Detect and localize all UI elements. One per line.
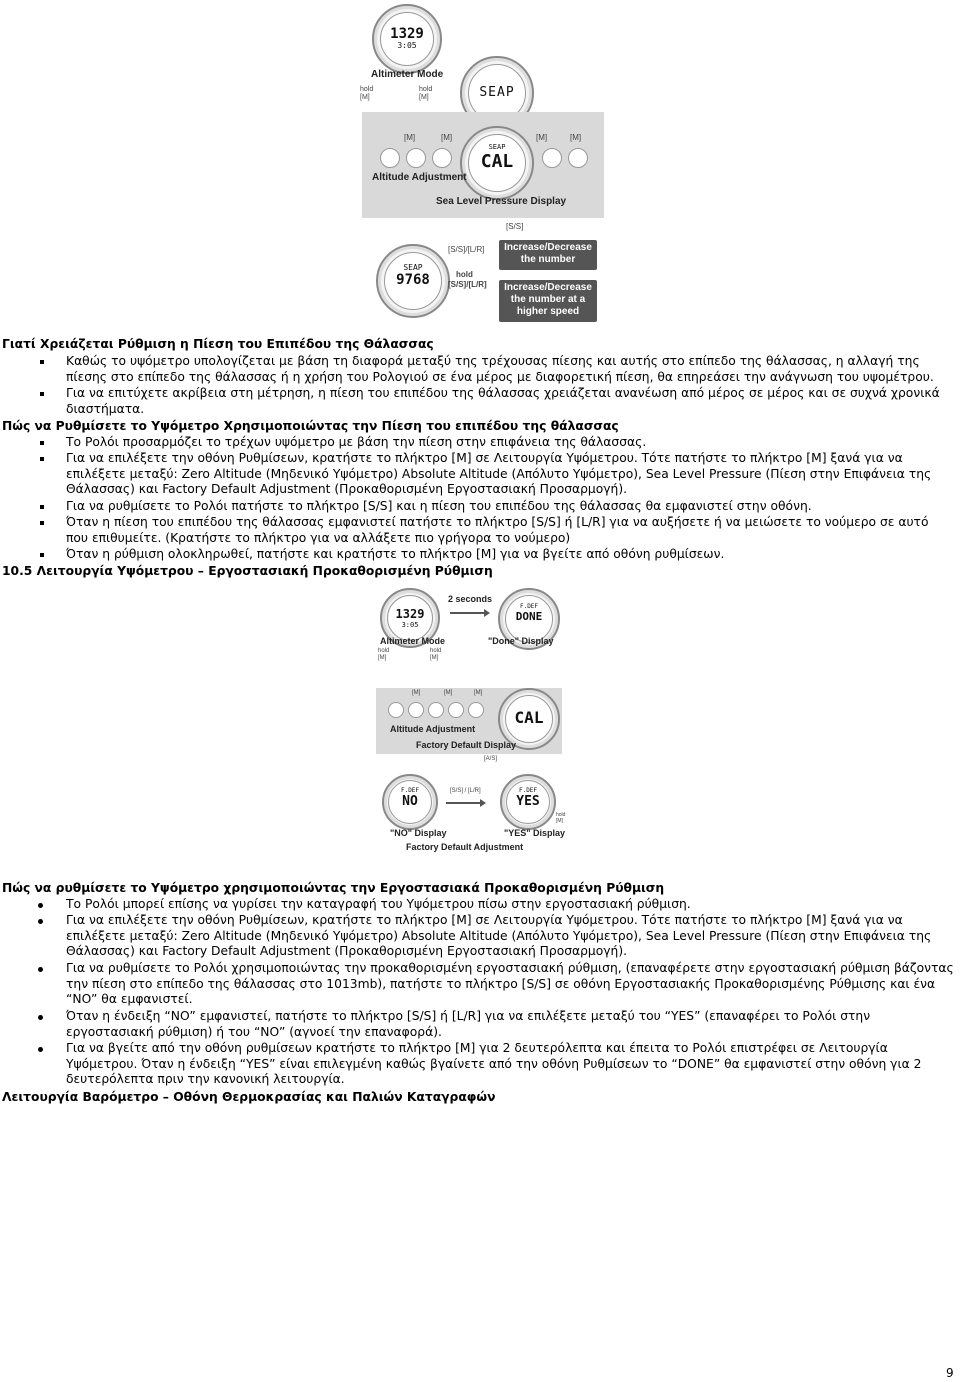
watch-button-icon xyxy=(406,148,426,168)
increase-decrease-fast-box: Increase/Decrease the number at a higher speed xyxy=(499,280,597,322)
bullet-icon xyxy=(40,505,44,509)
watch-button-icon xyxy=(542,148,562,168)
altitude-adjustment-label: Altitude Adjustment xyxy=(390,724,476,734)
bullet-icon xyxy=(38,967,43,972)
two-seconds-label: 2 seconds xyxy=(448,594,493,604)
watch-no xyxy=(382,774,438,830)
ss-lr-label: [S/S] / [L/R] xyxy=(450,788,481,794)
watch-top-small: 3:05 xyxy=(397,41,417,50)
section-heading: Πώς να Ρυθμίσετε το Υψόμετρο Χρησιμοποιώντας την Πίεση του επιπέδου της θάλασσας xyxy=(2,419,619,433)
bullet-icon xyxy=(40,360,44,364)
watch-top-small: 3:05 xyxy=(401,621,419,629)
done-text: DONE xyxy=(515,610,543,623)
bullet-text: Για να επιτύχετε ακρίβεια στη μέτρηση, η πίεση του επιπέδου της θάλασσας χρειάζεται ανανέωση από μέρος σε μέρος και σε συχνά χρονικά διαστήματα. xyxy=(66,386,940,416)
page-number: 9 xyxy=(946,1366,954,1380)
section-heading: Γιατί Χρειάζεται Ρύθμιση η Πίεση του Επιπέδου της Θάλασσας xyxy=(2,337,434,351)
section-heading: 10.5 Λειτουργία Υψόμετρου – Εργοστασιακή Προκαθορισμένη Ρύθμιση xyxy=(2,564,493,578)
hold-m-label: [M] xyxy=(556,818,563,824)
yes-text: YES xyxy=(516,794,540,809)
watch-altimeter xyxy=(372,4,442,74)
m-label: [M] xyxy=(536,133,548,142)
bullet-text: Όταν η ένδειξη “NO” εμφανιστεί, πατήστε το πλήκτρο [S/S] ή [L/R] για να επιλέξετε μεταξύ του “YES” (επαναφέρει το Ρολόι στην εργοστασιακή ρύθμιση) ή του “NO” (αγνοεί την επαναφορά). xyxy=(66,1009,871,1039)
watch-top-big: 1329 xyxy=(390,26,424,42)
bullet-icon xyxy=(40,392,44,396)
bullet-icon xyxy=(38,1015,43,1020)
bullet-icon xyxy=(40,457,44,461)
altitude-adjustment-label: Altitude Adjustment xyxy=(372,172,467,183)
hold-label: hold xyxy=(556,812,566,818)
cal-text: CAL xyxy=(480,151,514,172)
watch-button-icon xyxy=(568,148,588,168)
bullet-text: Όταν η ρύθμιση ολοκληρωθεί, πατήστε και κρατήστε το πλήκτρο [M] για να βγείτε από οθόνη ρυθμίσεων. xyxy=(66,547,725,561)
watch-cal xyxy=(460,126,534,200)
seap-bottom-top: SEAP xyxy=(403,263,423,272)
watch-button-icon xyxy=(468,702,484,718)
sea-level-pressure-display-label: Sea Level Pressure Display xyxy=(436,196,567,207)
bullet-text: Για να επιλέξετε την οθόνη Ρυθμίσεων, κρατήστε το πλήκτρο [M] σε Λειτουργία Υψόμετρου. Τότε πατήστε το πλήκτρο [M] ξανά για να επιλέξετε μεταξύ: Zero Altitude (Μηδενικό Υψόμετρο) Absolute Altitude (Απόλυτο Υψόμετρο), Sea Level Pressure (Πίεση στην Επιφάνεια της Θάλασσας) και Factory Default Adjustment (Προκαθορισμένη Εργοστασιακή Προσαρμογή). xyxy=(66,451,932,496)
hold-m-label: [M] xyxy=(419,94,429,101)
bullet-icon xyxy=(40,521,44,525)
arrow-icon xyxy=(450,608,490,618)
bullet-icon xyxy=(40,553,44,557)
watch-button-icon xyxy=(432,148,452,168)
m-label: [M] xyxy=(570,133,582,142)
seap-title: SEAP xyxy=(479,85,515,100)
bullet-text: Για να επιλέξετε την οθόνη Ρυθμίσεων, κρατήστε το πλήκτρο [M] σε Λειτουργία Υψόμετρου. Τότε πατήστε το πλήκτρο [M] ξανά για να επιλέξετε μεταξύ: Zero Altitude (Μηδενικό Υψόμετρο) Absolute Altitude (Απόλυτο Υψόμετρο), Sea Level Pressure (Πίεση στην Επιφάνεια της Θάλασσας) και Factory Default Adjustment (Προκαθορισμένη Εργοστασιακή Προσαρμογή). xyxy=(66,913,932,958)
hold-label: hold xyxy=(360,86,374,93)
section-heading: Πώς να ρυθμίσετε το Υψόμετρο χρησιμοποιώντας την Εργοστασιακά Προκαθορισμένη Ρύθμιση xyxy=(2,881,665,895)
figure-factory-default xyxy=(370,584,570,856)
hold-label: hold xyxy=(419,86,433,93)
hold-label: hold xyxy=(456,270,473,279)
increase-decrease-box: Increase/Decrease the number xyxy=(499,240,597,270)
ss-lr-label: [S/S]/[L/R] xyxy=(448,245,485,254)
fdef-top: F.DEF xyxy=(519,603,539,610)
yes-display-label: "YES" Display xyxy=(504,828,566,838)
bullet-text: Για να ρυθμίσετε το Ρολόι χρησιμοποιώντας την προκαθορισμένη εργοστασιακή ρύθμιση, (επαναφέρετε στην εργοστασιακή ρύθμιση βάζοντας την πίεση στο επίπεδο της θάλασσας στο 1013mb), πατήστε το πλήκτρο [S/S] σε οθόνη Εργοστασιακής Προκαθορισμένης Ρύθμισης και ένα “NO” θα εμφανιστεί. xyxy=(66,961,954,1006)
yes-top: F.DEF xyxy=(518,787,538,794)
m-label: [M] xyxy=(412,690,421,696)
m-label: [M] xyxy=(404,133,416,142)
ss-label: [A/S] xyxy=(484,756,498,762)
no-display-label: "NO" Display xyxy=(390,828,447,838)
bullet-text: Όταν η πίεση του επιπέδου της θάλασσας εμφανιστεί πατήστε το πλήκτρο [S/S] ή [L/R] για να αυξήσετε ή να μειώσετε το νούμερο σε αυτό που επιθυμείτε. (Κρατήστε το πλήκτρο για να αλλάξετε πιο γρήγορα το νούμερο) xyxy=(66,515,929,545)
watch-top-big: 1329 xyxy=(395,607,425,621)
seap-bottom-big: 9768 xyxy=(396,272,430,288)
cal-top: SEAP xyxy=(488,143,506,151)
bullet-text: Το Ρολόι μπορεί επίσης να γυρίσει την καταγραφή του Υψόμετρου πίσω στην εργοστασιακή ρύθμιση. xyxy=(66,897,691,911)
no-text: NO xyxy=(402,794,418,809)
watch-button-icon xyxy=(388,702,404,718)
bullet-text: Για να βγείτε από την οθόνη ρυθμίσεων κρατήστε το πλήκτρο [M] για 2 δευτερόλεπτα και έπειτα το Ρολόι επιστρέφει σε Λειτουργία Υψόμετρου. Όταν η ένδειξη “YES” είναι επιλεγμένη καθώς βγαίνετε από την οθόνη Ρυθμίσεων το “DONE” θα εμφανιστεί στην οθόνη για 2 δευτερόλεπτα πριν την κανονική λειτουργία. xyxy=(66,1041,922,1086)
no-top: F.DEF xyxy=(400,787,420,794)
m-label: [M] xyxy=(444,690,453,696)
bullet-icon xyxy=(38,919,43,924)
watch-button-icon xyxy=(428,702,444,718)
bullet-text: Το Ρολόι προσαρμόζει το τρέχων υψόμετρο με βάση την πίεση στην επιφάνεια της θάλασσας. xyxy=(66,435,647,449)
watch-button-icon xyxy=(448,702,464,718)
bullet-text: Καθώς το υψόμετρο υπολογίζεται με βάση τη διαφορά μεταξύ της τρέχουσας πίεσης και αυτής στο επίπεδο της θάλασσας, η αλλαγή της πίεσης στο επίπεδο της θάλασσας ή η χρήση του Ρολογιού σε ένα μέρος με διαφορετική πίεση, θα επηρεάσει την ανάγνωση του υψομέτρου. xyxy=(66,354,934,384)
hold-m-label: [M] xyxy=(378,655,387,661)
watch-yes xyxy=(500,774,556,830)
arrow-icon xyxy=(446,798,486,808)
altimeter-mode-label: Altimeter Mode xyxy=(371,69,444,80)
hold-label: hold xyxy=(378,648,390,654)
figure-sea-level-pressure xyxy=(356,0,610,332)
ss-label: [S/S] xyxy=(506,222,524,231)
watch-button-icon xyxy=(408,702,424,718)
bullet-icon xyxy=(40,441,44,445)
hold-ss-lr-label: [S/S]/[L/R] xyxy=(448,280,487,289)
m-label: [M] xyxy=(474,690,483,696)
hold-label: hold xyxy=(430,648,442,654)
hold-m-label: [M] xyxy=(430,655,439,661)
bullet-text: Για να ρυθμίσετε το Ρολόι πατήστε το πλήκτρο [S/S] και η πίεση του επιπέδου της θάλασσας θα εμφανιστεί στην οθόνη. xyxy=(66,499,812,513)
cal-text: CAL xyxy=(514,708,544,727)
factory-default-display-label: Factory Default Display xyxy=(416,740,517,750)
bullet-icon xyxy=(38,1047,43,1052)
altimeter-mode-label: Altimeter Mode xyxy=(380,636,446,646)
watch-seap-bottom xyxy=(376,244,450,318)
done-display-label: "Done" Display xyxy=(488,636,554,646)
hold-m-label: [M] xyxy=(360,94,370,101)
watch-button-icon xyxy=(380,148,400,168)
bullet-icon xyxy=(38,903,43,908)
m-label: [M] xyxy=(441,133,453,142)
factory-default-adjustment-label: Factory Default Adjustment xyxy=(406,842,524,852)
section-heading: Λειτουργία Βαρόμετρο – Οθόνη Θερμοκρασίας και Παλιών Καταγραφών xyxy=(2,1090,496,1104)
